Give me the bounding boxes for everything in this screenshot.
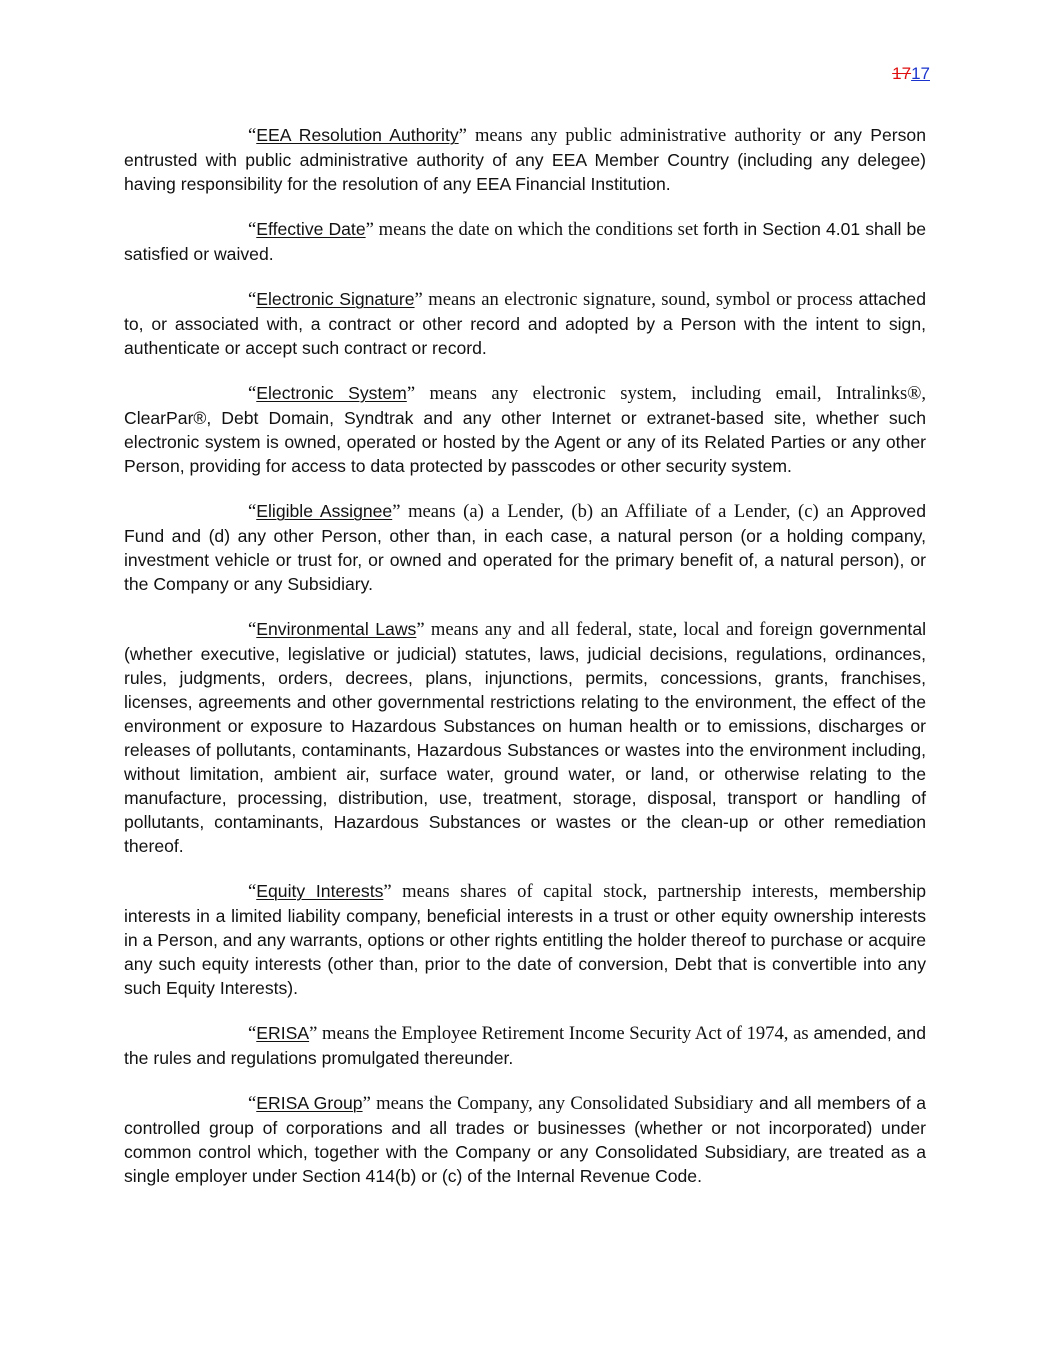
definition-equity-interests bbox=[124, 879, 926, 1000]
definition-text: ClearPar®, Debt Domain, Syndtrak and any other Internet or extranet-based site, whether such electronic system is owned, operated or hosted by the Agent or any of its Related Parties or any other Person, providing for access to data protected by passcodes or other security system. bbox=[124, 408, 926, 476]
definition-eligible-assignee bbox=[124, 499, 926, 596]
close-quote: ” bbox=[392, 501, 401, 522]
definition-erisa bbox=[124, 1021, 926, 1070]
defined-term: Electronic Signature bbox=[256, 289, 415, 309]
definition-text: Approved Fund and (d) any other Person, other than, in each case, a natural person (or a holding company, investment vehicle or trust for, or owned and operated for the primary benefit of, a natural person), or the Company or any Subsidiary. bbox=[124, 501, 926, 594]
open-quote: “ bbox=[248, 1093, 257, 1114]
open-quote: “ bbox=[248, 619, 257, 640]
definition-lead: means the Employee Retirement Income Security Act of 1974, as bbox=[317, 1023, 809, 1044]
definition-text: attached to, or associated with, a contract or other record and adopted by a Person with the intent to sign, authenticate or accept such contract or record. bbox=[124, 289, 927, 358]
definition-lead: means the Company, any Consolidated Subsidiary bbox=[370, 1093, 754, 1114]
open-quote: “ bbox=[248, 501, 257, 522]
defined-term: ERISA Group bbox=[256, 1093, 363, 1113]
definition-eea-resolution-authority bbox=[124, 123, 926, 196]
definition-lead: means (a) a Lender, (b) an Affiliate of a Lender, (c) an bbox=[400, 501, 844, 522]
close-quote: ” bbox=[458, 125, 467, 146]
definition-lead: means any public administrative authority bbox=[466, 125, 802, 146]
open-quote: “ bbox=[248, 881, 257, 902]
close-quote: ” bbox=[365, 219, 374, 240]
definition-text: membership interests in a limited liability company, beneficial interests in a trust or other equity ownership interests in a Person, and any warrants, options or other rights entitling the holder thereof to purchase or acquire any such equity interests (other than, prior to the date of conversion, Debt that is convertible into any such Equity Interests). bbox=[124, 881, 926, 998]
close-quote: ” bbox=[414, 289, 423, 310]
definition-electronic-system bbox=[124, 381, 926, 478]
defined-term: Effective Date bbox=[256, 219, 366, 239]
page-number-deleted: 17 bbox=[892, 64, 912, 83]
definition-text: forth in Section 4.01 shall be satisfied or waived. bbox=[124, 219, 927, 264]
open-quote: “ bbox=[248, 219, 257, 240]
definition-text: governmental (whether executive, legislative or judicial) statutes, laws, judicial decisions, regulations, ordinances, rules, judgments, orders, decrees, plans, injunctions, permits, concessions, grants, franchises, licenses, agreements and other governmental restrictions relating to the environment, the effect of the environment or exposure to Hazardous Substances on human health or to emissions, discharges or releases of pollutants, contaminants, Hazardous Substances or wastes into the environment including, without limitation, ambient air, surface water, ground water, or land, or otherwise relating to the manufacture, processing, distribution, use, treatment, storage, disposal, transport or handling of pollutants, contaminants, Hazardous Substances or wastes or the clean-up or other remediation thereof. bbox=[124, 619, 927, 856]
definition-lead: means shares of capital stock, partnership interests, bbox=[391, 881, 819, 902]
open-quote: “ bbox=[248, 1023, 257, 1044]
defined-term: Environmental Laws bbox=[256, 619, 417, 639]
definition-electronic-signature bbox=[124, 287, 926, 360]
close-quote: ” bbox=[309, 1023, 318, 1044]
definition-effective-date bbox=[124, 217, 926, 266]
definition-text: and all members of a controlled group of corporations and all trades or businesses (whether or not incorporated) under common control which, together with the Company or any Consolidated Subsidiary, are treated as a single employer under Section 414(b) or (c) of the Internal Revenue Code. bbox=[124, 1093, 926, 1186]
page-number-inserted: 17 bbox=[911, 64, 930, 83]
defined-term: Electronic System bbox=[256, 383, 407, 403]
definition-text: amended, and the rules and regulations promulgated thereunder. bbox=[124, 1023, 926, 1068]
open-quote: “ bbox=[248, 289, 257, 310]
open-quote: “ bbox=[248, 383, 257, 404]
close-quote: ” bbox=[416, 619, 425, 640]
defined-term: Equity Interests bbox=[256, 881, 384, 901]
close-quote: ” bbox=[383, 881, 392, 902]
definition-erisa-group bbox=[124, 1091, 926, 1188]
defined-term: Eligible Assignee bbox=[256, 501, 393, 521]
open-quote: “ bbox=[248, 125, 257, 146]
definition-lead: means any electronic system, including email, Intralinks®, bbox=[415, 383, 927, 404]
defined-term: EEA Resolution Authority bbox=[256, 125, 459, 145]
close-quote: ” bbox=[362, 1093, 371, 1114]
definition-environmental-laws bbox=[124, 617, 926, 858]
close-quote: ” bbox=[406, 383, 416, 404]
definition-text: or any Person entrusted with public administrative authority of any EEA Member Country (including any delegee) having responsibility for the resolution of any EEA Financial Institution. bbox=[124, 125, 926, 194]
definition-lead: means the date on which the conditions set bbox=[373, 219, 699, 240]
definition-lead: means an electronic signature, sound, symbol or process bbox=[422, 289, 853, 310]
page-number bbox=[892, 64, 930, 84]
defined-term: ERISA bbox=[256, 1023, 310, 1043]
definitions-body bbox=[124, 123, 926, 1209]
definition-lead: means any and all federal, state, local and foreign bbox=[424, 619, 813, 640]
